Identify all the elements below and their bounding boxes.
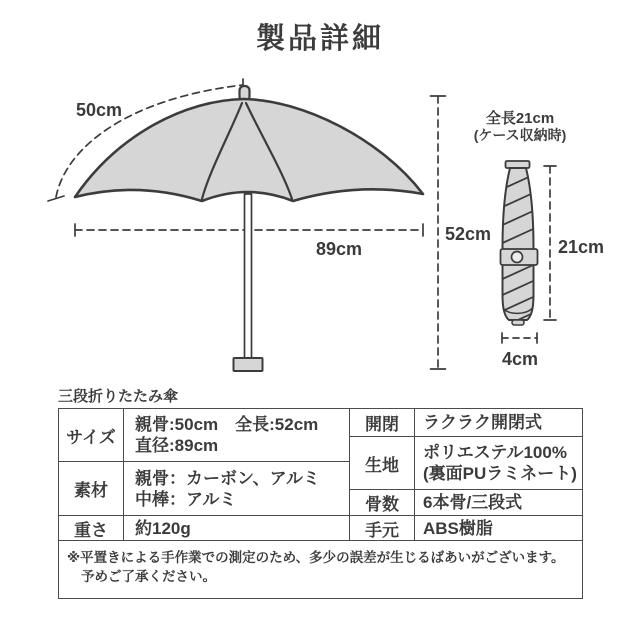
umbrella-handle [234, 358, 263, 371]
spec-table [58, 408, 583, 599]
case-length-label-block [435, 110, 605, 144]
spec-row-material-value [124, 462, 349, 515]
umbrella-canopy [75, 99, 423, 201]
spec-value-line: ABS樹脂 [423, 518, 493, 538]
spec-row-fabric [350, 437, 582, 490]
spec-value-line: 親骨:50cm 全長:52cm [135, 415, 319, 434]
folded-height-label: 21cm [558, 237, 605, 257]
rib-length-label: 50cm [76, 100, 123, 120]
spec-row-handle-value [415, 516, 582, 540]
spec-row-weight [59, 516, 349, 540]
spec-value-line: 親骨：カーボン、アルミ [135, 468, 320, 488]
measurement-note-line1: ※平置きによる手作業での測定のため、多少の誤差が生じるばあいがございます。 [67, 550, 565, 565]
spec-row-handle-label: 手元 [350, 516, 415, 540]
dimension-line-folded-height [544, 166, 556, 320]
spec-table-right-column [349, 409, 582, 540]
strap-button [512, 252, 523, 263]
spec-value-line: ラクラク開閉式 [423, 413, 542, 432]
diameter-label: 89cm [316, 239, 363, 259]
spec-heading: 三段折りたたみ傘 [58, 388, 179, 405]
spec-value-line: 約120g [135, 518, 191, 538]
case-note-label: (ケース収納時) [473, 127, 567, 143]
spec-row-open-close-value [415, 409, 582, 436]
folded-umbrella-cap [506, 161, 530, 168]
spec-value-line: 直径:89cm [135, 436, 219, 455]
spec-value-line: 中棒：アルミ [135, 489, 237, 509]
case-length-label: 全長21cm [485, 110, 555, 127]
spec-row-open-close [350, 409, 582, 437]
spec-row-open-close-label: 開閉 [350, 409, 415, 436]
spec-row-fabric-value [415, 437, 582, 489]
measurement-note-line2: 予めご了承ください。 [81, 569, 216, 584]
page-title: 製品詳細 [255, 23, 384, 55]
spec-row-weight-value [124, 516, 349, 540]
spec-row-size-label: サイズ [59, 409, 124, 461]
spec-row-size [59, 409, 349, 462]
folded-umbrella-foot [512, 320, 524, 325]
spec-row-size-value [124, 409, 349, 461]
measurement-note [59, 540, 582, 598]
spec-table-columns [59, 409, 582, 540]
spec-row-handle [350, 516, 582, 540]
folded-umbrella-body [503, 168, 534, 320]
spec-row-weight-label: 重さ [59, 516, 124, 540]
spec-row-fabric-label: 生地 [350, 437, 415, 489]
umbrella-shaft [245, 194, 252, 359]
spec-value-line: (裏面PUラミネート) [423, 464, 577, 483]
folded-width-label: 4cm [501, 349, 539, 369]
spec-row-ribs [350, 490, 582, 516]
total-height-label: 52cm [445, 224, 492, 244]
open-umbrella-illustration [48, 79, 423, 371]
spec-row-ribs-value [415, 490, 582, 515]
dimension-line-folded-width [502, 333, 537, 343]
spec-table-left-column [59, 409, 349, 540]
spec-value-line: ポリエステル100% [423, 443, 567, 462]
spec-row-material [59, 462, 349, 516]
spec-value-line: 6本骨/三段式 [423, 493, 523, 512]
spec-row-material-label: 素材 [59, 462, 124, 515]
spec-row-ribs-label: 骨数 [350, 490, 415, 515]
